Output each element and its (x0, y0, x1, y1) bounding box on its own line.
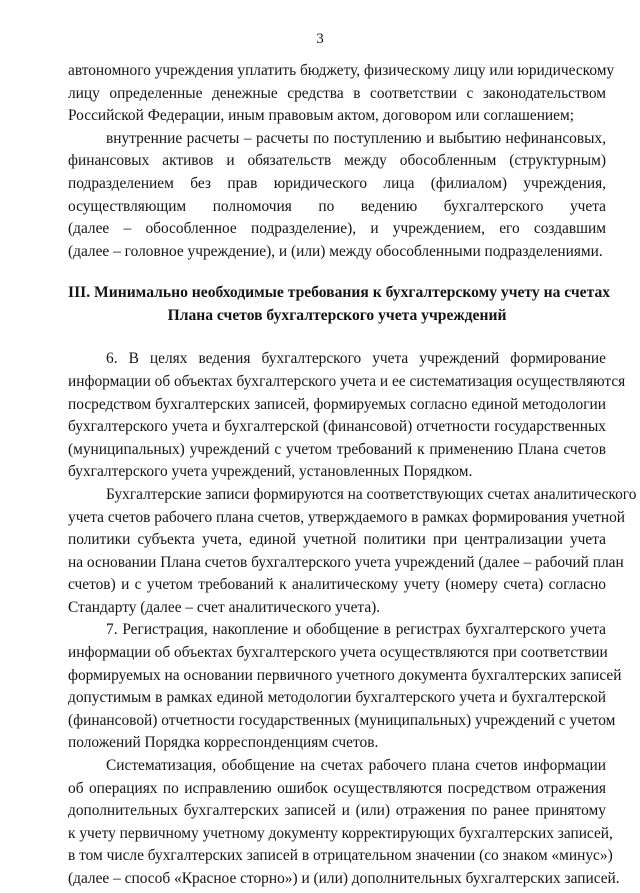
text-line: посредством бухгалтерских записей, формируемых согласно единой методологии (68, 395, 606, 413)
text-line: (далее – обособленное подразделение), и учреждением, его создавшим (68, 220, 606, 238)
text-line: информации об объектах бухгалтерского учета осуществляются при соответствии (68, 644, 608, 662)
paragraphs-after-heading (68, 348, 637, 890)
text-line: дополнительных бухгалтерских записей и (или) отражения по ранее принятому (68, 802, 606, 820)
text-line: формируемых на основании первичного учетного документа бухгалтерских записей (68, 666, 622, 684)
text-line: Стандарту (далее – счет аналитического учета). (68, 598, 381, 616)
section-heading-line-2: Плана счетов бухгалтерского учета учреждений (167, 307, 507, 325)
text-line: (далее – способ «Красное сторно») и (или) дополнительных бухгалтерских записей. (68, 870, 620, 887)
section-heading (68, 281, 611, 327)
text-line: финансовых активов и обязательств между обособленным (структурным) (68, 152, 606, 170)
paragraph (68, 60, 615, 128)
paragraph (68, 755, 620, 891)
text-line: положений Порядка корреспонденциям счетов. (68, 734, 379, 752)
text-line: Российской Федерации, иным правовым актом, договором или соглашением; (68, 107, 575, 125)
text-line: в том числе бухгалтерских записей в отрицательном значении (со знаком «минус») (68, 847, 613, 865)
section-heading-line-1: III. Минимально необходимые требования к бухгалтерскому учету на счетах (68, 284, 611, 302)
text-line: об операциях по исправлению ошибок осуществляются посредством отражения (68, 779, 606, 797)
text-line: лицу определенные денежные средства в соответствии с законодательством (68, 84, 606, 102)
paragraphs-before-heading (68, 60, 615, 263)
paragraph (68, 484, 637, 620)
text-line: политики субъекта учета, единой учетной политики при централизации учета (68, 531, 606, 549)
page-number: 3 (316, 31, 324, 47)
text-line: на основании Плана счетов бухгалтерского учета учреждений (далее – рабочий план (68, 553, 624, 571)
text-line: (далее – головное учреждение), и (или) между обособленными подразделениями. (68, 242, 603, 260)
text-line: бухгалтерского учета учреждений, установленных Порядком. (68, 463, 473, 481)
paragraph (68, 128, 606, 264)
text-line: (муниципальных) учреждений с учетом требований к применению Плана счетов (68, 440, 606, 458)
text-line: к учету первичному учетному документу корректирующих бухгалтерских записей, (68, 824, 613, 842)
paragraph (68, 348, 626, 484)
text-line: информации об объектах бухгалтерского учета и ее систематизация осуществляются (68, 372, 626, 390)
text-line: счетов) и с учетом требований к аналитическому учету (номеру счета) согласно (68, 576, 606, 594)
paragraph (68, 619, 622, 755)
text-line: учета счетов рабочего плана счетов, утверждаемого в рамках формирования учетной (68, 508, 626, 526)
text-line: бухгалтерского учета и бухгалтерской (финансовой) отчетности государственных (68, 418, 606, 436)
text-line: осуществляющим полномочия по ведению бухгалтерского учета (68, 197, 606, 215)
document-body (68, 60, 637, 891)
text-line: 7. Регистрация, накопление и обобщение в регистрах бухгалтерского учета (106, 621, 606, 639)
text-line: внутренние расчеты – расчеты по поступлению и выбытию нефинансовых, (106, 129, 606, 147)
text-line: Бухгалтерские записи формируются на соответствующих счетах аналитического (106, 485, 637, 503)
text-line: (финансовой) отчетности государственных (муниципальных) учреждений с учетом (68, 711, 616, 729)
text-line: Систематизация, обобщение на счетах рабочего плана счетов информации (106, 757, 606, 775)
text-line: допустимым в рамках единой методологии бухгалтерского учета и бухгалтерской (68, 689, 606, 707)
text-line: 6. В целях ведения бухгалтерского учета учреждений формирование (106, 350, 606, 368)
text-line: автономного учреждения уплатить бюджету, физическому лицу или юридическому (68, 62, 615, 79)
text-line: подразделением без прав юридического лица (филиалом) учреждения, (68, 174, 606, 192)
